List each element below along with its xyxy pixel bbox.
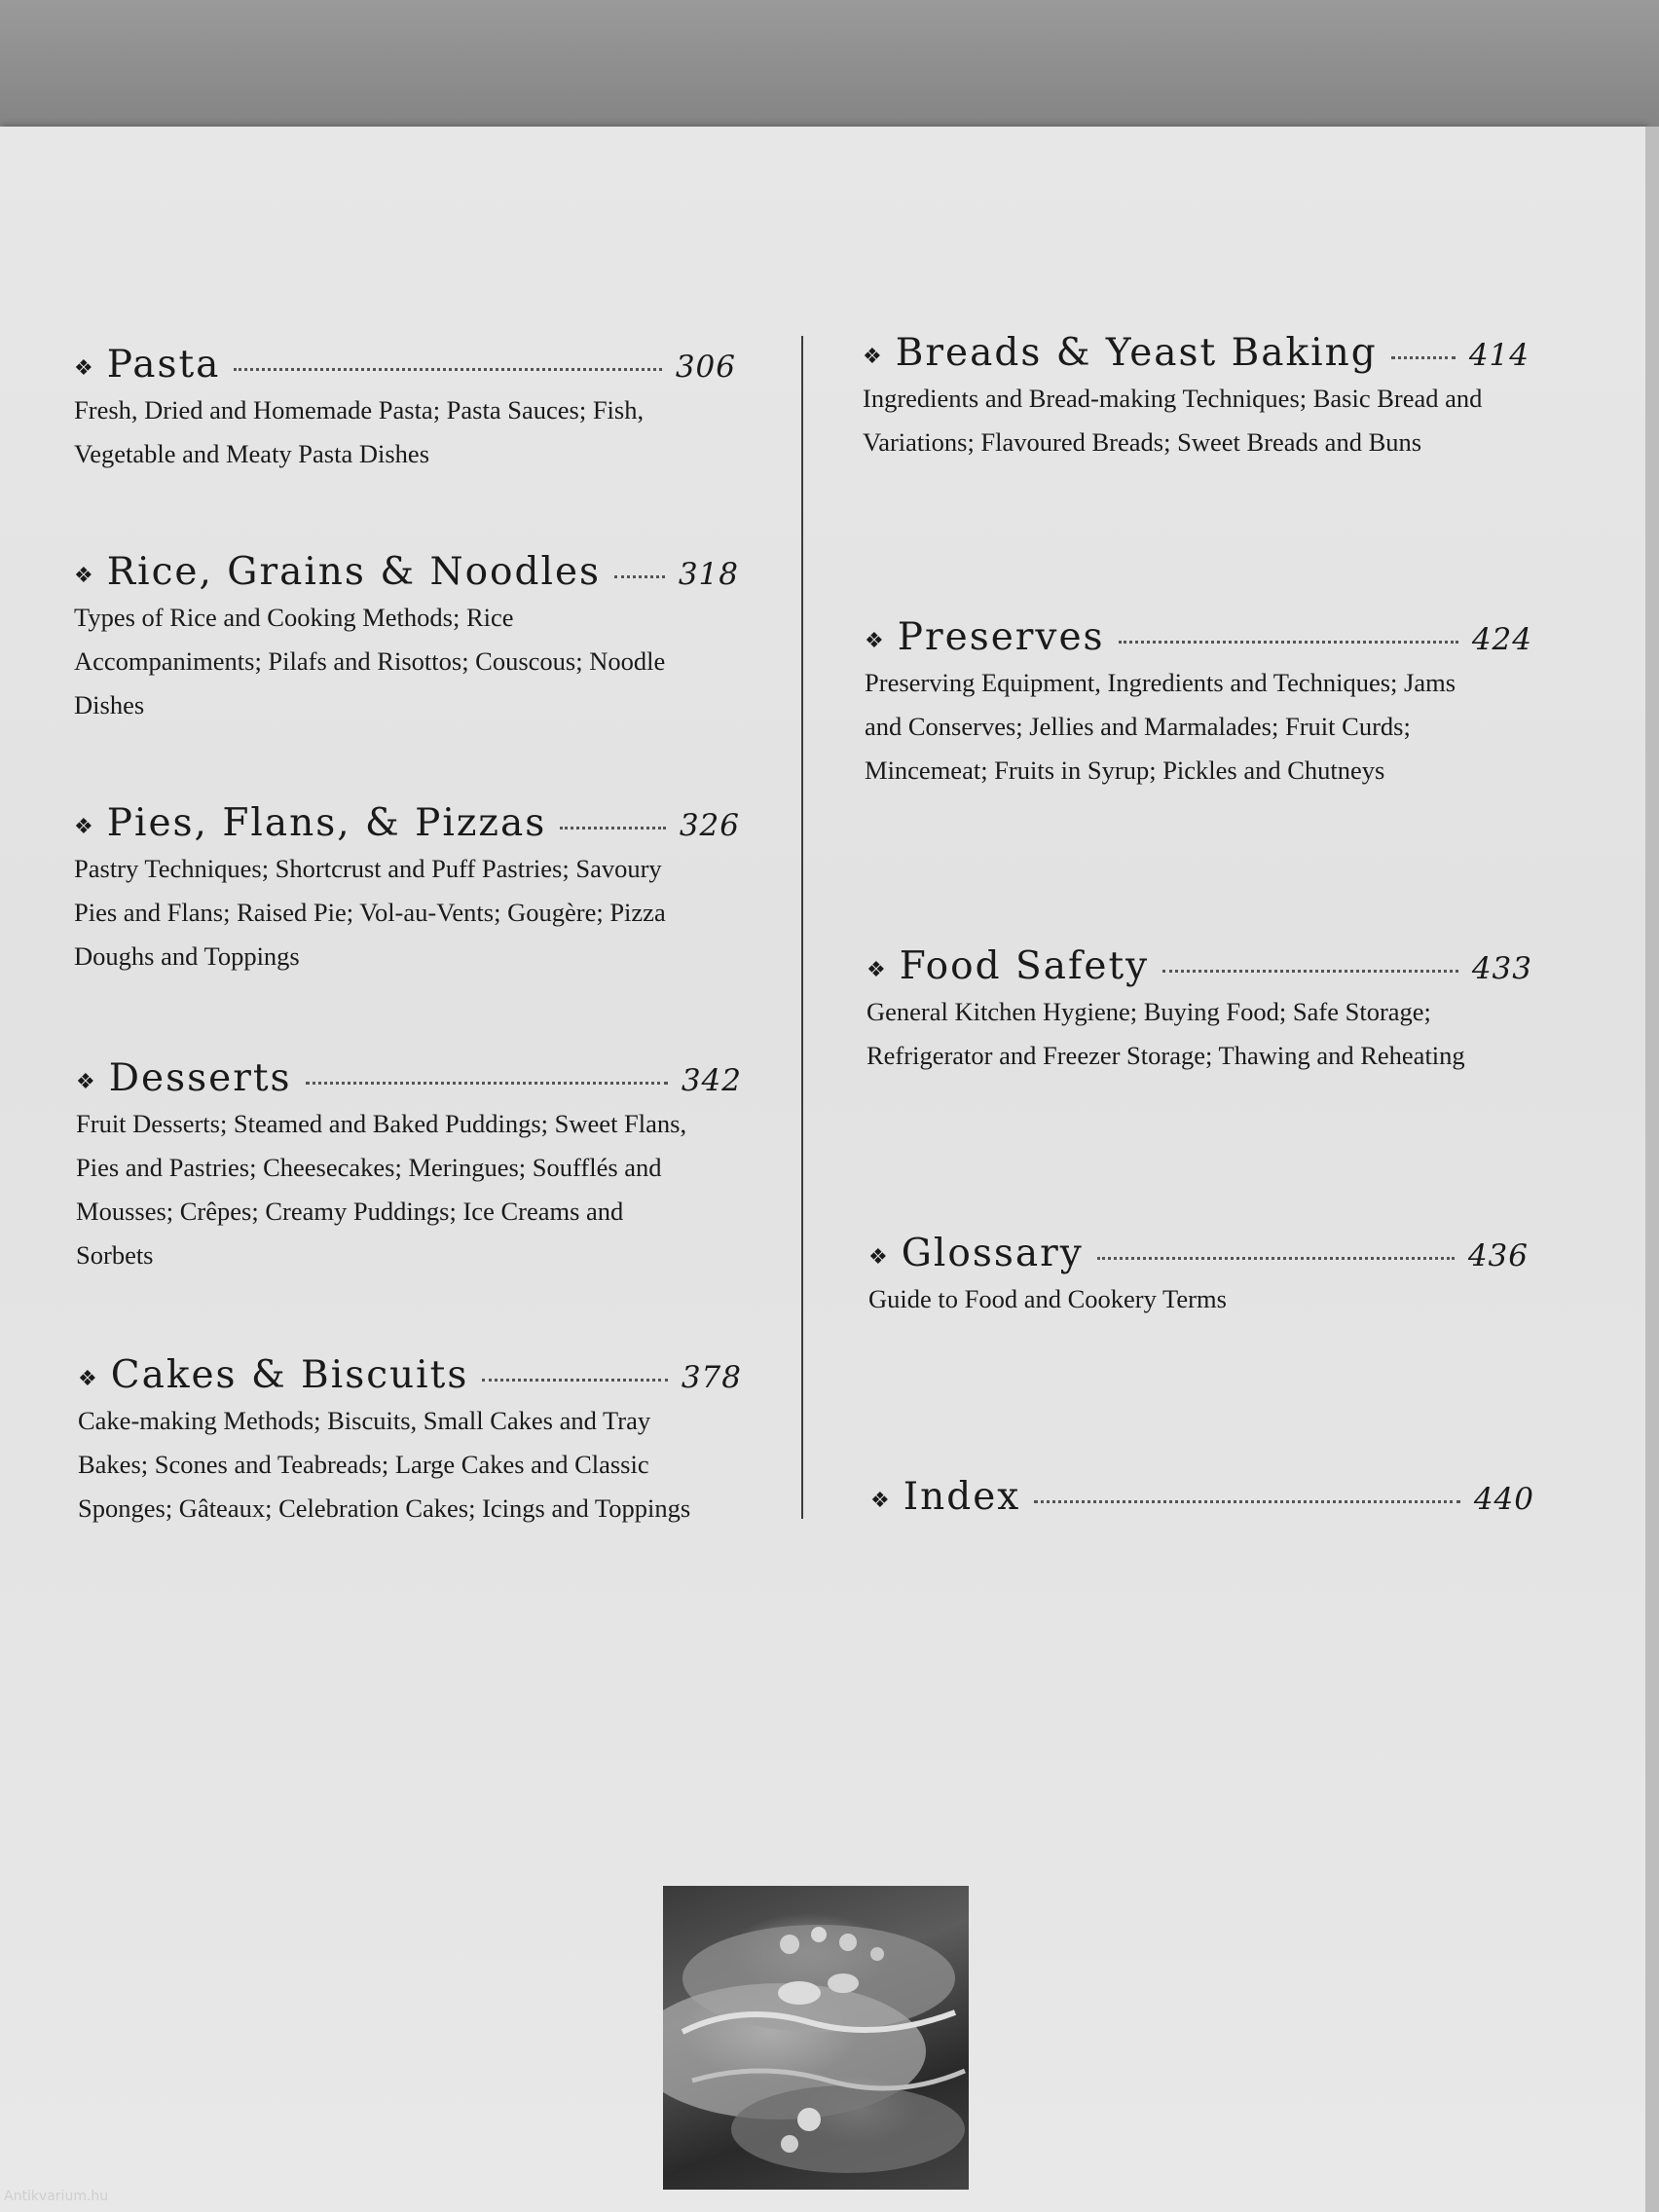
dot-leader — [614, 575, 665, 578]
section-description: Cake-making Methods; Biscuits, Small Cakes and Tray Bakes; Scones and Teabreads; Large Cakes and Classic Sponges; Gâteaux; Celebration Cakes; Icings and Toppings — [78, 1406, 691, 1523]
toc-entry-rice-grains-noodles[interactable] — [74, 550, 739, 727]
section-description: Pastry Techniques; Shortcrust and Puff Pastries; Savoury Pies and Flans; Raised Pie; Vol-au-Vents; Gougère; Pizza Doughs and Toppings — [74, 854, 666, 971]
watermark-text: Antikvarium.hu — [4, 2189, 109, 2204]
dot-leader — [1097, 1257, 1455, 1260]
page-number: 440 — [1473, 1482, 1534, 1517]
toc-entry-food-safety[interactable] — [866, 944, 1532, 1078]
toc-entry-cakes-biscuits[interactable] — [78, 1353, 742, 1530]
diamond-bullet-icon: ❖ — [74, 356, 93, 381]
section-description: Preserving Equipment, Ingredients and Techniques; Jams and Conserves; Jellies and Marmalades; Fruit Curds; Mincemeat; Fruits in Syrup; Pickles and Chutneys — [865, 668, 1456, 785]
section-title: Rice, Grains & Noodles — [106, 550, 602, 594]
toc-entry-pasta[interactable] — [74, 343, 736, 476]
diamond-bullet-icon: ❖ — [868, 1245, 888, 1270]
page-number: 378 — [681, 1360, 742, 1395]
section-title: Breads & Yeast Baking — [895, 331, 1378, 375]
pie-crust-illustration — [663, 1886, 969, 2190]
section-description: Fruit Desserts; Steamed and Baked Puddings; Sweet Flans, Pies and Pastries; Cheesecakes; Meringues; Soufflés and Mousses; Crêpes; Creamy Puddings; Ice Creams and Sorbets — [76, 1109, 687, 1270]
section-description: Guide to Food and Cookery Terms — [868, 1284, 1227, 1313]
section-title: Pasta — [106, 343, 221, 387]
dot-leader — [560, 827, 666, 830]
dot-leader — [306, 1082, 668, 1085]
toc-entry-index[interactable] — [870, 1475, 1534, 1519]
dot-leader — [1162, 970, 1458, 973]
diamond-bullet-icon: ❖ — [866, 958, 886, 982]
page-number: 433 — [1471, 951, 1532, 986]
diamond-bullet-icon: ❖ — [78, 1367, 97, 1391]
section-title: Cakes & Biscuits — [110, 1353, 469, 1397]
toc-entry-glossary[interactable] — [868, 1232, 1529, 1321]
page-number: 436 — [1467, 1238, 1529, 1273]
dot-leader — [1391, 356, 1456, 359]
column-divider — [801, 336, 803, 1519]
page-number: 318 — [678, 557, 739, 592]
page-number: 326 — [679, 808, 740, 843]
toc-entry-pies-flans-pizzas[interactable] — [74, 801, 740, 978]
dot-leader — [1034, 1500, 1460, 1503]
diamond-bullet-icon: ❖ — [74, 815, 93, 839]
page-number: 306 — [675, 350, 736, 385]
toc-entry-preserves[interactable] — [865, 615, 1532, 793]
page-number: 414 — [1468, 338, 1530, 373]
section-description: Ingredients and Bread-making Techniques; Basic Bread and Variations; Flavoured Breads; Sweet Breads and Buns — [863, 384, 1483, 457]
section-title: Food Safety — [899, 944, 1150, 988]
section-title: Index — [903, 1475, 1021, 1519]
section-title: Desserts — [108, 1056, 292, 1100]
toc-entry-breads-yeast-baking[interactable] — [863, 331, 1530, 464]
dot-leader — [234, 368, 661, 371]
section-title: Preserves — [897, 615, 1105, 659]
section-description: Types of Rice and Cooking Methods; Rice Accompaniments; Pilafs and Risottos; Couscous; Noodle Dishes — [74, 603, 666, 719]
diamond-bullet-icon: ❖ — [76, 1070, 95, 1094]
toc-entry-desserts[interactable] — [76, 1056, 742, 1277]
diamond-bullet-icon: ❖ — [865, 629, 884, 653]
section-description: General Kitchen Hygiene; Buying Food; Safe Storage; Refrigerator and Freezer Storage; Thawing and Reheating — [866, 997, 1465, 1070]
section-title: Glossary — [901, 1232, 1084, 1275]
dot-leader — [1119, 641, 1458, 644]
dot-leader — [482, 1379, 667, 1382]
page-number: 424 — [1471, 622, 1532, 657]
section-title: Pies, Flans, & Pizzas — [106, 801, 547, 845]
page-number: 342 — [681, 1063, 742, 1098]
diamond-bullet-icon: ❖ — [863, 345, 882, 369]
diamond-bullet-icon: ❖ — [74, 564, 93, 588]
decorative-pie-photo — [663, 1886, 969, 2190]
section-description: Fresh, Dried and Homemade Pasta; Pasta Sauces; Fish, Vegetable and Meaty Pasta Dishes — [74, 395, 645, 468]
page-edge — [1645, 127, 1659, 2212]
diamond-bullet-icon: ❖ — [870, 1489, 890, 1513]
